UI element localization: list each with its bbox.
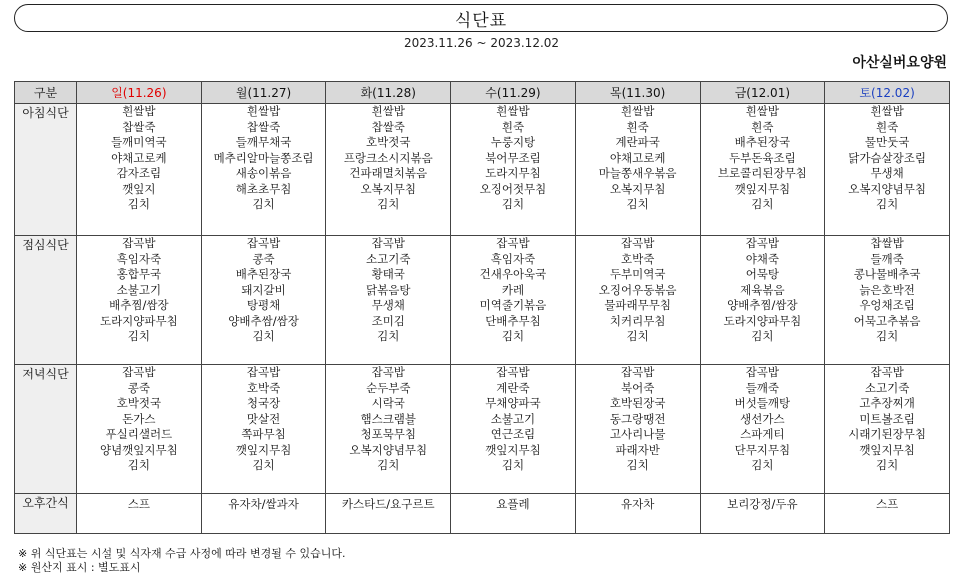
- menu-item: 시락국: [371, 396, 405, 410]
- day-header-friday: 금(12.01): [700, 82, 825, 104]
- menu-item: 호박젓국: [366, 135, 411, 149]
- menu-item: 호박죽: [246, 380, 281, 395]
- menu-item: 닭볶음탕: [366, 282, 411, 297]
- menu-item: 황태국: [371, 267, 405, 281]
- day-header-thursday: 목(11.30): [575, 82, 700, 104]
- meal-cell: [326, 104, 451, 236]
- menu-item: 카레: [501, 282, 525, 297]
- menu-item: 계란파국: [615, 135, 660, 149]
- meal-cell: [700, 236, 825, 365]
- menu-item: 잡곡밥: [496, 365, 530, 379]
- dinner-row: [15, 365, 950, 494]
- menu-item: 두부미역국: [609, 267, 666, 281]
- menu-item: 김치: [127, 197, 150, 211]
- menu-item: 버섯들깨탕: [734, 396, 791, 410]
- menu-item: 잡곡밥: [371, 236, 405, 250]
- menu-item: 양배추찜/쌈장: [727, 298, 798, 312]
- menu-item: 깻잎지: [122, 181, 156, 196]
- menu-item: 김치: [127, 458, 150, 472]
- menu-item: 배추찜/쌈장: [109, 298, 169, 312]
- menu-item: 잡곡밥: [621, 365, 655, 379]
- menu-item: 푸실리샐러드: [105, 427, 173, 441]
- menu-item: 찹쌀밥: [870, 236, 904, 250]
- menu-item: 무생채: [371, 298, 405, 312]
- menu-item: 콩나물배추국: [853, 267, 921, 281]
- menu-item: 찹쌀죽: [246, 119, 281, 134]
- menu-item: 카스타드/요구르트: [341, 497, 435, 511]
- menu-item: 두부돈육조림: [729, 150, 796, 165]
- menu-item: 도라지양파무침: [99, 313, 178, 328]
- menu-item: 흰쌀밥: [621, 104, 655, 118]
- menu-item: 요플레: [496, 497, 530, 511]
- menu-item: 청국장: [246, 396, 281, 410]
- day-header-tuesday: 화(11.28): [326, 82, 451, 104]
- menu-item: 김치: [377, 329, 400, 343]
- meal-table: [14, 81, 950, 534]
- menu-item: 단무지무침: [734, 442, 791, 457]
- menu-item: 콩죽: [127, 380, 150, 395]
- menu-item: 흰죽: [626, 119, 649, 134]
- menu-item: 제육볶음: [740, 282, 785, 297]
- menu-item: 배추된장국: [734, 135, 791, 149]
- menu-item: 찹쌀죽: [122, 119, 156, 134]
- meal-row-label: 아침식단: [15, 104, 77, 236]
- meal-cell: [700, 104, 825, 236]
- menu-item: 닭가슴살장조림: [848, 150, 926, 165]
- menu-item: 흰죽: [751, 119, 774, 134]
- menu-item: 흑임자죽: [490, 251, 536, 266]
- menu-item: 무채양파국: [485, 396, 541, 410]
- menu-item: 김치: [626, 197, 649, 211]
- menu-item: 미트볼조림: [859, 411, 915, 426]
- menu-item: 흰쌀밥: [246, 104, 281, 118]
- menu-item: 들깨죽: [870, 251, 904, 266]
- menu-item: 호박죽: [621, 251, 655, 266]
- menu-item: 계란죽: [496, 380, 530, 395]
- menu-item: 고추장찌개: [859, 396, 915, 410]
- menu-item: 깻잎지무침: [235, 442, 292, 457]
- menu-item: 김치: [876, 197, 899, 211]
- menu-item: 잡곡밥: [122, 365, 156, 379]
- menu-item: 소고기죽: [366, 251, 411, 266]
- menu-item: 맛살전: [246, 411, 281, 426]
- menu-item: 김치: [876, 458, 899, 472]
- meal-cell: [326, 365, 451, 494]
- meal-cell: [825, 365, 950, 494]
- meal-row-label: 저녁식단: [15, 365, 77, 494]
- menu-item: 야채고로케: [111, 150, 167, 165]
- menu-item: 김치: [252, 458, 275, 472]
- menu-item: 야채고로케: [609, 150, 666, 165]
- menu-item: 잡곡밥: [870, 365, 904, 379]
- day-header-wednesday: 수(11.29): [451, 82, 576, 104]
- menu-item: 물파래무무침: [604, 298, 671, 312]
- menu-item: 흰죽: [876, 119, 899, 134]
- menu-item: 늙은호박전: [859, 282, 915, 297]
- menu-item: 오징어우동볶음: [598, 282, 677, 297]
- menu-item: 시래기된장무침: [848, 427, 926, 441]
- meal-cell: [77, 104, 202, 236]
- menu-item: 흰죽: [501, 119, 525, 134]
- menu-item: 배추된장국: [235, 267, 292, 281]
- menu-item: 호박된장국: [609, 396, 666, 410]
- meal-cell: [201, 494, 326, 534]
- menu-item: 보리강정/두유: [727, 497, 798, 511]
- menu-item: 찹쌀죽: [371, 119, 405, 134]
- menu-item: 동그랑땡전: [609, 411, 666, 426]
- menu-item: 들깨무채국: [235, 135, 292, 149]
- menu-item: 깻잎지무침: [734, 181, 791, 196]
- menu-item: 탕평채: [246, 298, 281, 312]
- menu-item: 연근조림: [490, 427, 536, 441]
- menu-item: 도라지양파무침: [723, 313, 802, 328]
- menu-item: 생선가스: [740, 411, 785, 426]
- meal-cell: [201, 236, 326, 365]
- menu-item: 돈가스: [122, 411, 156, 426]
- menu-item: 김치: [501, 329, 525, 343]
- menu-item: 어묵탕: [745, 267, 780, 281]
- menu-item: 물만둣국: [864, 135, 910, 149]
- menu-item: 오복지양념무침: [349, 442, 428, 457]
- note-origin: ※ 원산지 표시 : 별도표시: [18, 561, 141, 574]
- menu-item: 순두부죽: [366, 380, 411, 395]
- menu-item: 오복지양념무침: [848, 181, 926, 196]
- menu-item: 들깨미역국: [111, 135, 167, 149]
- meal-cell: [326, 494, 451, 534]
- menu-item: 홍합무국: [116, 267, 162, 281]
- menu-item: 조미김: [371, 313, 405, 328]
- menu-item: 김치: [252, 197, 275, 211]
- meal-cell: [201, 104, 326, 236]
- meal-cell: [575, 494, 700, 534]
- menu-item: 오복지무침: [609, 181, 666, 196]
- menu-item: 흰쌀밥: [371, 104, 405, 118]
- meal-cell: [700, 494, 825, 534]
- meal-cell: [575, 104, 700, 236]
- meal-cell: [451, 104, 576, 236]
- snack-row: [15, 494, 950, 534]
- menu-item: 스프: [127, 497, 150, 511]
- meal-row-label: 오후간식: [15, 494, 77, 534]
- menu-title: [14, 4, 948, 32]
- menu-item: 치커리무침: [609, 313, 666, 328]
- menu-item: 소불고기: [116, 282, 162, 297]
- menu-item: 미역줄기볶음: [479, 298, 547, 312]
- menu-item: 오복지무침: [360, 181, 417, 196]
- menu-item: 흰쌀밥: [870, 104, 904, 118]
- title-text: 식단표: [454, 10, 508, 31]
- menu-item: 김치: [751, 197, 774, 211]
- menu-item: 우엉채조림: [859, 298, 915, 312]
- meal-cell: [575, 236, 700, 365]
- menu-item: 김치: [501, 197, 525, 211]
- note-change: ※ 위 식단표는 시설 및 식자재 수급 사정에 따라 변경될 수 있습니다.: [18, 547, 346, 560]
- meal-cell: [575, 365, 700, 494]
- menu-item: 잡곡밥: [745, 236, 780, 250]
- meal-cell: [77, 494, 202, 534]
- menu-item: 소고기죽: [864, 380, 910, 395]
- menu-item: 김치: [377, 458, 400, 472]
- meal-cell: [451, 236, 576, 365]
- menu-item: 청포묵무침: [360, 427, 417, 441]
- menu-item: 잡곡밥: [621, 236, 655, 250]
- day-header-saturday: 토(12.02): [825, 82, 950, 104]
- menu-item: 김치: [252, 329, 275, 343]
- menu-item: 김치: [377, 197, 400, 211]
- menu-item: 고사리나물: [609, 427, 666, 441]
- meal-cell: [825, 236, 950, 365]
- meal-cell: [451, 365, 576, 494]
- menu-item: 어묵고추볶음: [853, 313, 921, 328]
- notes: [18, 547, 345, 575]
- menu-item: 흰쌀밥: [496, 104, 530, 118]
- menu-item: 브로콜리된장무침: [717, 166, 807, 180]
- corner-label: 구분: [15, 82, 77, 104]
- meal-cell: [77, 236, 202, 365]
- menu-item: 유자차: [621, 497, 655, 511]
- menu-item: 잡곡밥: [246, 236, 281, 250]
- menu-item: 북어무조림: [485, 150, 541, 165]
- menu-item: 김치: [501, 458, 525, 472]
- meal-cell: [77, 365, 202, 494]
- menu-item: 호박젓국: [116, 396, 162, 410]
- meal-cell: [825, 104, 950, 236]
- menu-item: 김치: [127, 329, 150, 343]
- menu-item: 소불고기: [490, 411, 536, 426]
- menu-item: 김치: [626, 458, 649, 472]
- menu-item: 들깨죽: [745, 380, 780, 395]
- menu-item: 햄스크램블: [360, 411, 417, 426]
- menu-item: 해초초무침: [235, 181, 292, 196]
- menu-item: 마늘쫑새우볶음: [598, 166, 677, 180]
- menu-item: 감자조림: [116, 166, 162, 180]
- menu-item: 잡곡밥: [496, 236, 530, 250]
- menu-item: 깻잎지무침: [859, 442, 915, 457]
- menu-item: 프랑크소시지볶음: [343, 150, 433, 165]
- menu-item: 건새우아욱국: [479, 267, 547, 281]
- menu-item: 돼지갈비: [241, 282, 286, 297]
- header-row: [15, 82, 950, 104]
- breakfast-row: [15, 104, 950, 236]
- menu-item: 오징어젓무침: [479, 181, 547, 196]
- menu-item: 김치: [626, 329, 649, 343]
- menu-item: 단배추무침: [485, 313, 541, 328]
- menu-item: 무생채: [870, 166, 904, 180]
- menu-item: 흰쌀밥: [122, 104, 156, 118]
- meal-cell: [451, 494, 576, 534]
- menu-item: 흑임자죽: [116, 251, 162, 266]
- menu-item: 스파게티: [740, 427, 785, 441]
- menu-item: 메추리알마늘쫑조림: [213, 150, 314, 165]
- menu-item: 김치: [751, 329, 774, 343]
- day-header-sunday: 일(11.26): [77, 82, 202, 104]
- menu-item: 유자차/쌀과자: [228, 497, 299, 511]
- menu-item: 파래자반: [615, 442, 660, 457]
- meal-cell: [326, 236, 451, 365]
- menu-item: 콩죽: [252, 251, 275, 266]
- date-range: 2023.11.26 ~ 2023.12.02: [403, 36, 560, 50]
- day-header-monday: 월(11.27): [201, 82, 326, 104]
- menu-item: 누룽지탕: [490, 135, 536, 149]
- meal-cell: [201, 365, 326, 494]
- lunch-row: [15, 236, 950, 365]
- menu-item: 잡곡밥: [745, 365, 780, 379]
- menu-item: 김치: [876, 329, 899, 343]
- meal-cell: [825, 494, 950, 534]
- menu-item: 쪽파무침: [241, 427, 286, 441]
- menu-item: 김치: [751, 458, 774, 472]
- facility-name: 아산실버요양원: [852, 55, 947, 71]
- meal-row-label: 점심식단: [15, 236, 77, 365]
- menu-item: 새송이볶음: [235, 166, 292, 180]
- menu-item: 양념깻잎지무침: [99, 442, 178, 457]
- menu-item: 건파래멸치볶음: [349, 166, 428, 180]
- menu-item: 북어죽: [621, 380, 655, 395]
- menu-item: 잡곡밥: [371, 365, 405, 379]
- menu-item: 양배추쌈/쌈장: [228, 313, 299, 328]
- meal-cell: [700, 365, 825, 494]
- menu-item: 스프: [876, 497, 899, 511]
- menu-item: 잡곡밥: [122, 236, 156, 250]
- menu-item: 흰쌀밥: [745, 104, 780, 118]
- menu-item: 야채죽: [745, 251, 780, 266]
- menu-item: 잡곡밥: [246, 365, 281, 379]
- menu-item: 도라지무침: [485, 166, 541, 180]
- menu-item: 깻잎지무침: [485, 442, 541, 457]
